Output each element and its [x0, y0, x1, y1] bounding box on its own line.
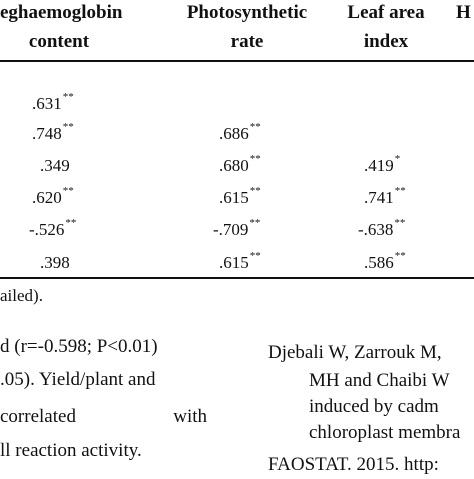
reference-line: FAOSTAT. 2015. http:	[268, 454, 439, 475]
cell-col3-row3: .419*	[364, 153, 401, 175]
header-line: index	[363, 31, 409, 52]
cell-col3-row6: .586**	[364, 250, 406, 272]
cell-col2-row3: .680**	[219, 153, 261, 175]
body-left-line: .05). Yield/plant and	[0, 369, 156, 390]
header-line: Leaf area	[347, 2, 425, 23]
cell-col2-row5: -.709**	[213, 217, 261, 239]
cell-col2-row6: .615**	[219, 250, 261, 272]
reference-line: induced by cadm	[309, 396, 439, 417]
reference-line: Djebali W, Zarrouk M,	[268, 342, 442, 363]
header-truncated	[456, 2, 474, 24]
header-line: H	[456, 2, 471, 23]
body-left-line: ll reaction activity.	[0, 440, 142, 461]
cell-col3-row5: -.638**	[358, 217, 406, 239]
cell-col2-row2: .686**	[219, 121, 261, 143]
cell-col2-row4: .615**	[219, 185, 261, 207]
header-line: rate	[230, 31, 264, 52]
reference-line: MH and Chaibi W	[309, 370, 450, 391]
cell-col3-row4: .741**	[364, 185, 406, 207]
cell-col1-row4: .620**	[32, 185, 74, 207]
reference-line: chloroplast membra	[309, 422, 461, 443]
cell-col1-row2: .748**	[32, 121, 74, 143]
body-left-line	[0, 403, 207, 431]
header-line: eghaemoglobin	[0, 2, 123, 23]
header-leghaemoglobin	[0, 2, 123, 53]
table-footnote: ailed).	[0, 286, 43, 305]
header-line: content	[28, 31, 90, 52]
header-photosynthetic-rate	[172, 2, 322, 53]
header-line: Photosynthetic	[186, 2, 308, 23]
body-word: correlated	[0, 406, 76, 427]
cell-col1-row3: .349	[40, 156, 70, 175]
body-word: with	[173, 406, 207, 427]
cell-col1-row6: .398	[40, 253, 70, 272]
cell-col1-row5: -.526**	[29, 217, 77, 239]
body-left-line: d (r=-0.598; P<0.01)	[0, 336, 158, 357]
header-rule	[0, 60, 474, 62]
table-bottom-rule	[0, 277, 474, 279]
cell-col1-row1: .631**	[32, 91, 74, 113]
header-leaf-area-index	[336, 2, 436, 53]
